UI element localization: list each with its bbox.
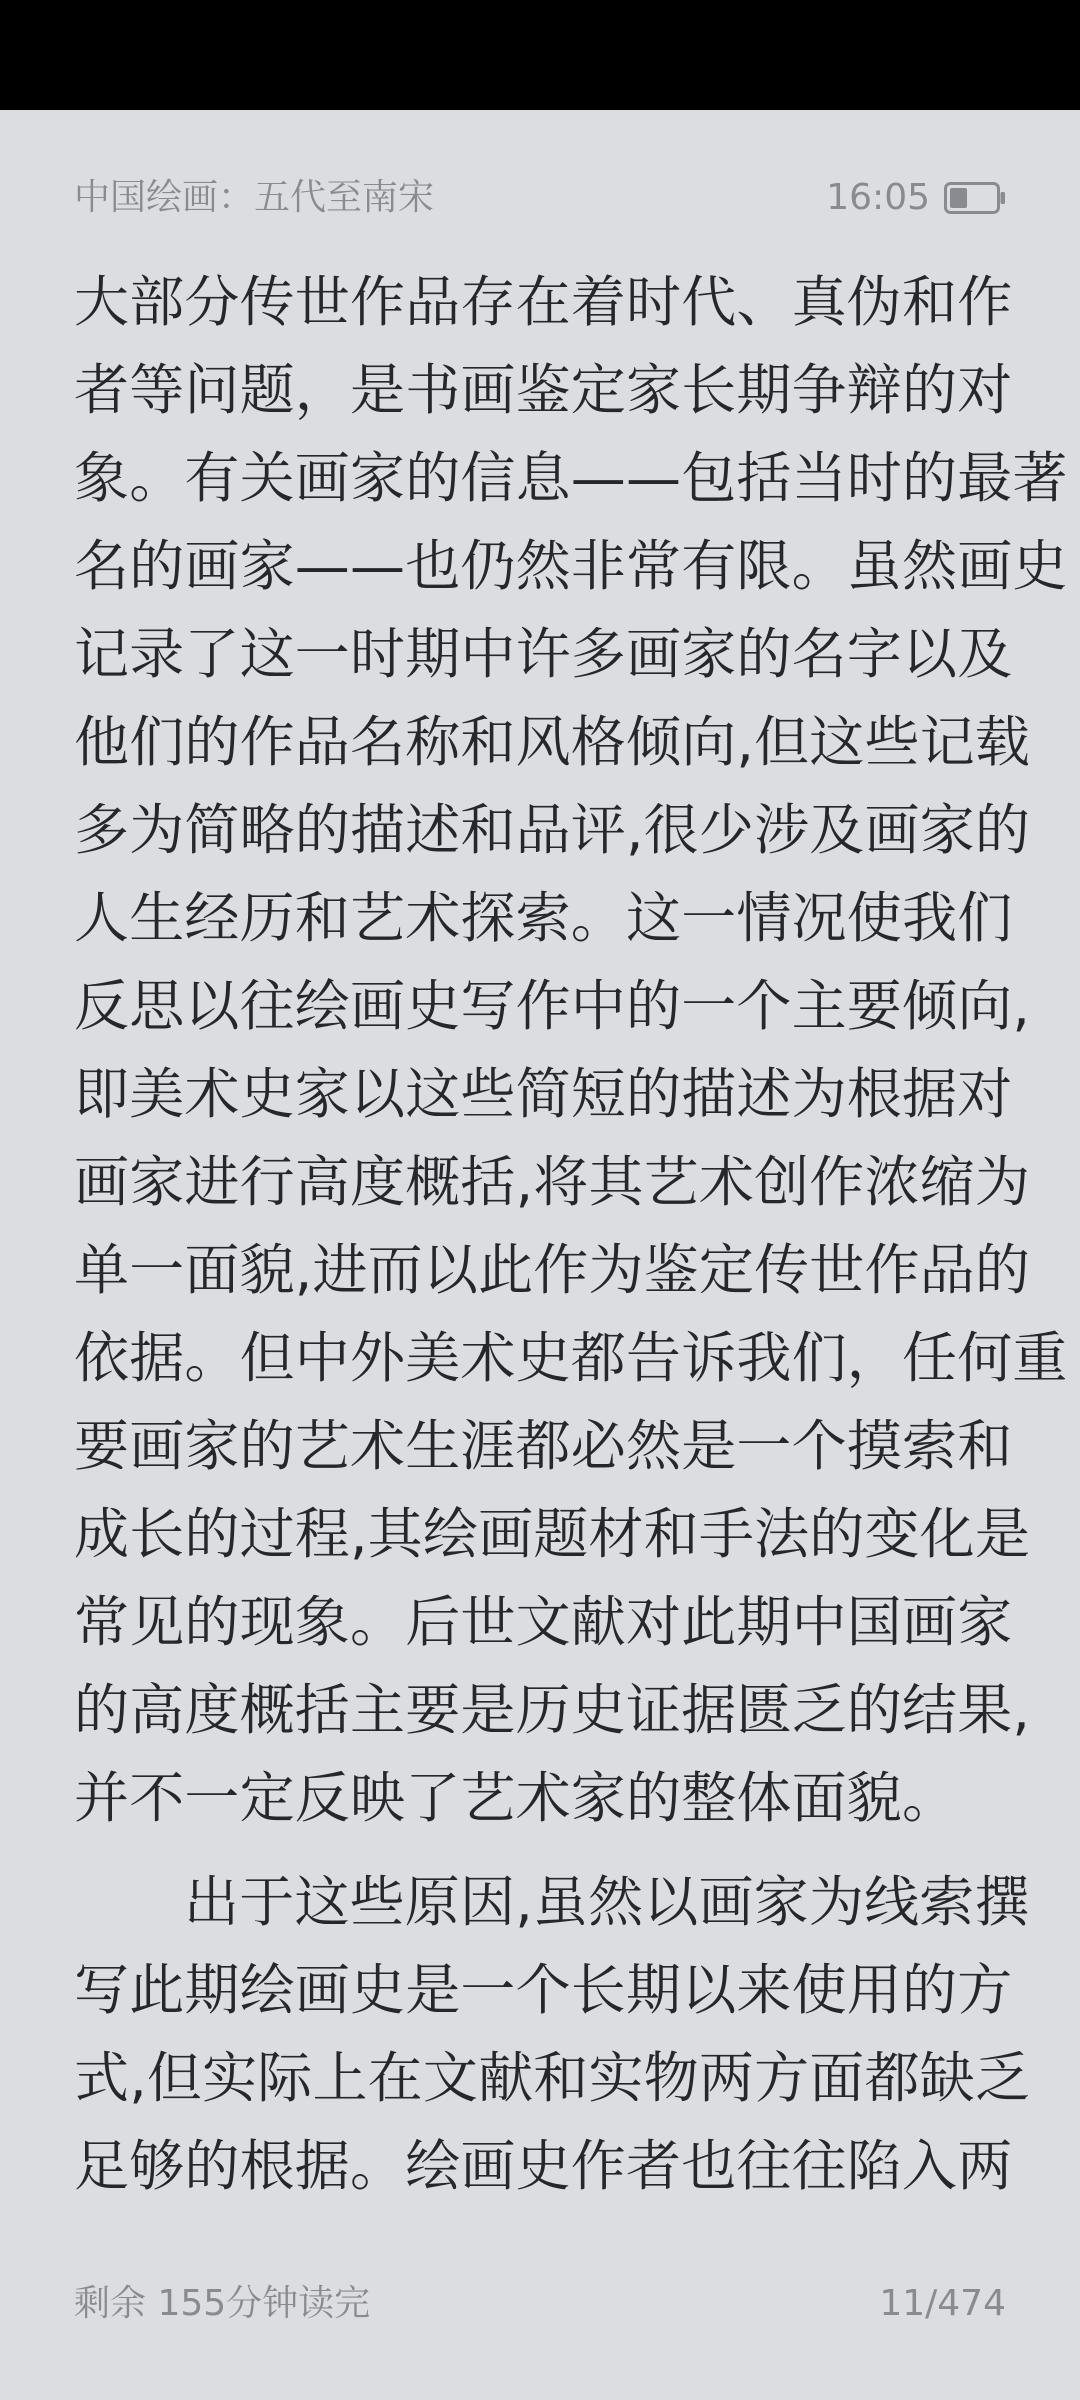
text-line: 他们的作品名称和风格倾向,但这些记载: [74, 710, 1031, 774]
page-indicator: 11/474: [879, 2283, 1006, 2324]
text-line: 并不一定反映了艺术家的整体面貌。: [74, 1766, 958, 1830]
text-line: 成长的过程,其绘画题材和手法的变化是: [74, 1502, 1031, 1566]
text-line: 出于这些原因,虽然以画家为线索撰: [184, 1870, 1030, 1934]
text-line: 大部分传世作品存在着时代、真伪和作: [74, 270, 1013, 334]
text-line: 者等问题，是书画鉴定家长期争辩的对: [74, 358, 1013, 422]
battery-icon: [944, 182, 1006, 214]
text-line: 足够的根据。绘画史作者也往往陷入两: [74, 2134, 1013, 2198]
text-line: 画家进行高度概括,将其艺术创作浓缩为: [74, 1150, 1031, 1214]
text-line: 常见的现象。后世文献对此期中国画家: [74, 1590, 1013, 1654]
text-line: 要画家的艺术生涯都必然是一个摸索和: [74, 1414, 1013, 1478]
text-line: 式,但实际上在文献和实物两方面都缺乏: [74, 2046, 1031, 2110]
text-line: 名的画家——也仍然非常有限。虽然画史: [74, 534, 1068, 598]
reader-footer: [74, 2274, 1006, 2334]
paragraph: [74, 1858, 1031, 2210]
reader-header: [74, 168, 1006, 228]
text-line: 单一面貌,进而以此作为鉴定传世作品的: [74, 1238, 1031, 1302]
reading-time-remaining: 剩余 155分钟读完: [74, 2283, 371, 2324]
clock: 16:05: [826, 177, 930, 218]
text-line: 的高度概括主要是历史证据匮乏的结果,: [74, 1678, 1031, 1742]
text-line: 象。有关画家的信息——包括当时的最著: [74, 446, 1068, 510]
text-line: 写此期绘画史是一个长期以来使用的方: [74, 1958, 1013, 2022]
text-line: 多为简略的描述和品评,很少涉及画家的: [74, 798, 1031, 862]
text-line: 人生经历和艺术探索。这一情况使我们: [74, 886, 1013, 950]
paragraph: [74, 258, 1068, 1842]
text-line: 记录了这一时期中许多画家的名字以及: [74, 622, 1013, 686]
text-line: 即美术史家以这些简短的描述为根据对: [74, 1062, 1013, 1126]
header-status: [826, 168, 1006, 228]
text-line: 依据。但中外美术史都告诉我们，任何重: [74, 1326, 1068, 1390]
book-title: 中国绘画：五代至南宋: [74, 177, 435, 218]
status-bar: [0, 0, 1080, 110]
reading-content[interactable]: [74, 258, 1068, 2210]
text-line: 反思以往绘画史写作中的一个主要倾向,: [74, 974, 1031, 1038]
